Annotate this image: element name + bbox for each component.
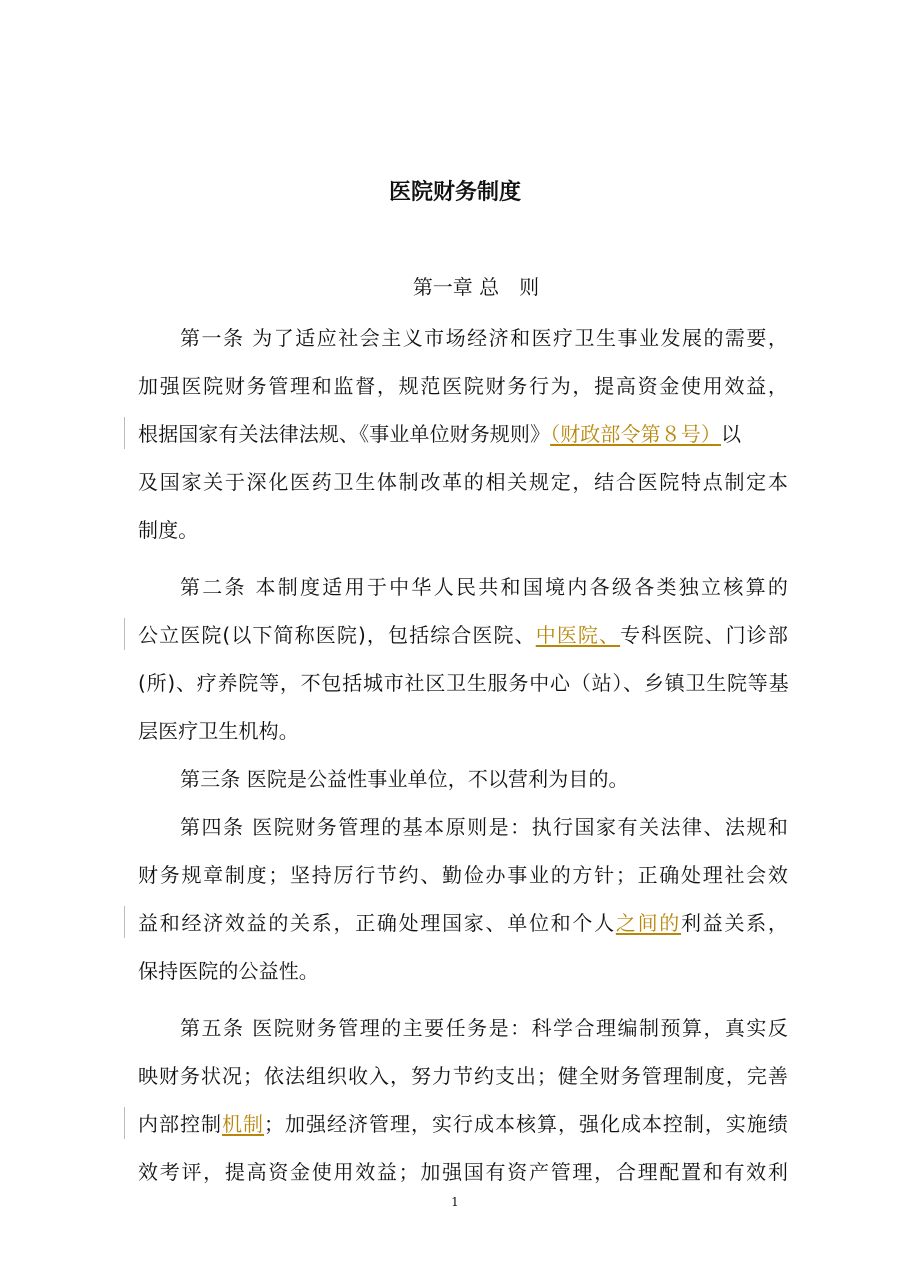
article-4 [138, 808, 788, 1000]
text-run: 第二条 本制度适用于中华人民共和国境内各级各类独立核算的 [180, 575, 788, 599]
text-run: 加强医院财务管理和监督，规范医院财务行为，提高资金使用效益， [138, 374, 788, 398]
tracked-insertion[interactable]: 之间的 [615, 911, 682, 935]
article-3 [138, 760, 788, 808]
text-run: 层医疗卫生机构。 [138, 719, 299, 743]
chapter-heading: 第一章 总 则 [412, 275, 540, 299]
text-line [138, 319, 788, 367]
text-run: 利益关系， [681, 911, 788, 935]
text-line [138, 1057, 788, 1105]
document-body [138, 319, 788, 1201]
text-line [138, 1105, 788, 1153]
text-run: 效考评，提高资金使用效益；加强国有资产管理，合理配置和有效利 [138, 1160, 788, 1184]
text-line [138, 952, 788, 1000]
text-line [138, 856, 788, 904]
text-line [138, 712, 788, 760]
text-run: ；加强经济管理，实行成本核算，强化成本控制，实施绩 [264, 1112, 789, 1136]
revision-change-bar [124, 906, 125, 938]
revision-change-bar [124, 618, 125, 650]
text-line [138, 760, 788, 808]
text-run: 第五条 医院财务管理的主要任务是：科学合理编制预算，真实反 [180, 1016, 788, 1040]
text-run: 以 [721, 422, 742, 446]
article-5 [138, 1009, 788, 1201]
text-line [138, 664, 788, 712]
text-run: 及国家关于深化医药卫生体制改革的相关规定，结合医院特点制定本 [138, 470, 788, 494]
text-run: 财务规章制度；坚持厉行节约、勤俭办事业的方针；正确处理社会效 [138, 863, 788, 887]
text-line [138, 808, 788, 856]
tracked-insertion[interactable]: （财政部令第８号） [550, 422, 722, 446]
text-line [138, 904, 788, 952]
text-line [138, 415, 788, 463]
text-run: 制度。 [138, 518, 199, 542]
tracked-insertion[interactable]: 中医院、 [535, 623, 621, 647]
text-line [138, 367, 788, 415]
tracked-insertion[interactable]: 机制 [222, 1112, 264, 1136]
document-title: 医院财务制度 [388, 180, 521, 205]
page-number: 1 [451, 1195, 459, 1209]
text-run: 根据国家有关法律法规、《事业单位财务规则》 [138, 422, 551, 446]
text-line [138, 616, 788, 664]
text-line [138, 568, 788, 616]
article-1 [138, 319, 788, 559]
text-line [138, 511, 788, 559]
revision-change-bar [124, 417, 125, 449]
text-run: 第一条 为了适应社会主义市场经济和医疗卫生事业发展的需要， [180, 326, 788, 350]
text-run: 公立医院(以下简称医院)，包括综合医院、 [138, 623, 536, 647]
text-run: 益和经济效益的关系，正确处理国家、单位和个人 [138, 911, 616, 935]
text-run: 内部控制 [138, 1112, 222, 1136]
text-run: 专科医院、门诊部 [620, 623, 788, 647]
text-line [138, 463, 788, 511]
article-2 [138, 568, 788, 760]
text-run: 映财务状况；依法组织收入，努力节约支出；健全财务管理制度，完善 [138, 1064, 788, 1088]
text-run: (所)、疗养院等，不包括城市社区卫生服务中心（站）、乡镇卫生院等基 [138, 671, 788, 695]
text-run: 保持医院的公益性。 [138, 959, 319, 983]
text-run: 第三条 医院是公益性事业单位，不以营利为目的。 [180, 767, 629, 791]
revision-change-bar [124, 1107, 125, 1139]
text-line [138, 1153, 788, 1201]
text-run: 第四条 医院财务管理的基本原则是：执行国家有关法律、法规和 [180, 815, 788, 839]
text-line [138, 1009, 788, 1057]
